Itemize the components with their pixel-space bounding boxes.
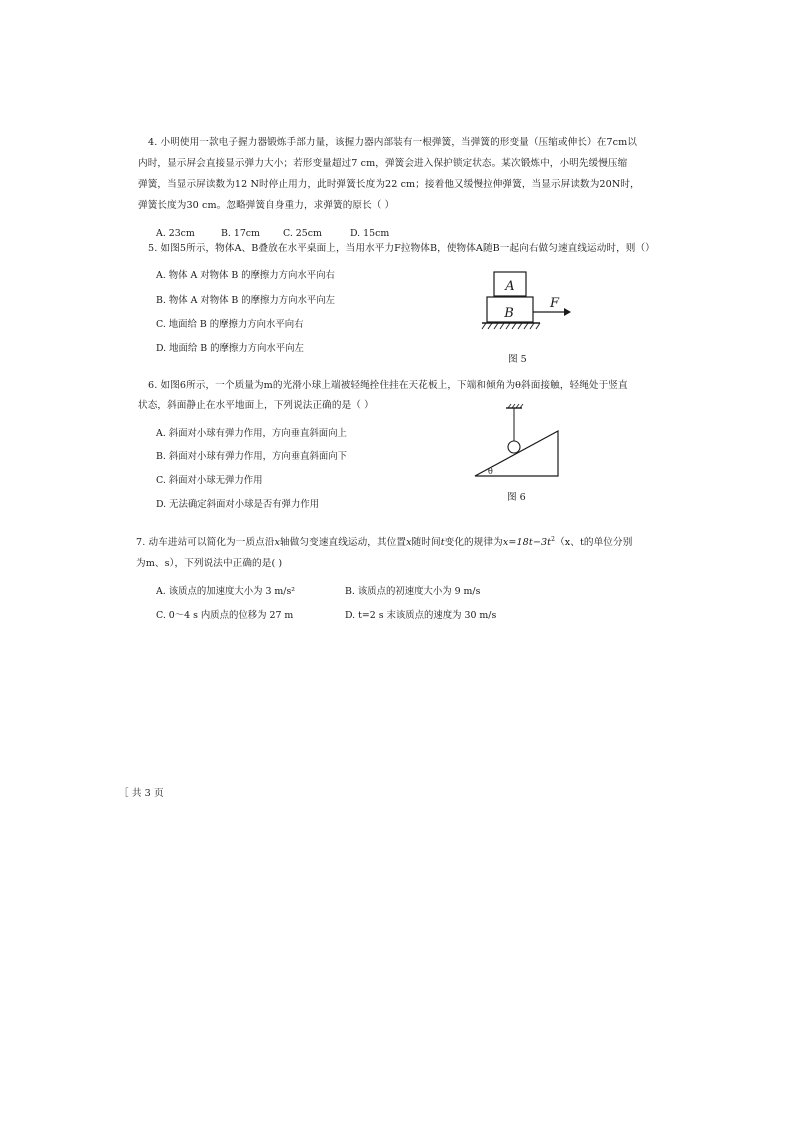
label-a: A — [505, 279, 515, 294]
q4-line-4: 弹簧长度为30 cm。忽略弹簧自身重力，求弹簧的原长（ ） — [138, 200, 395, 211]
q5-option-b: B. 物体 A 对物体 B 的摩擦力方向水平向左 — [156, 295, 336, 306]
q4-line-1: 4. 小明使用一款电子握力器锻炼手部力量，该握力器内部装有一根弹簧，当弹簧的形变量（压缩或伸长）在7cm以 — [148, 137, 637, 148]
figure-5-caption: 图 5 — [508, 354, 527, 365]
q7-option-d: D. t=2 s 末该质点的速度为 30 m/s — [345, 610, 497, 621]
figure-5-diagram — [474, 268, 584, 340]
q7-option-c: C. 0～4 s 内质点的位移为 27 m — [156, 610, 294, 621]
q4-option-d: D. 15cm — [350, 228, 390, 239]
q7-line-2: 为m、s），下列说法中正确的是( ) — [136, 558, 283, 569]
ground-hatching — [482, 323, 540, 329]
q5-stem: 5. 如图5所示，物体A、B叠放在水平桌面上，当用水平力F拉物体B，使物体A随B一起向右做匀速直线运动时，则（） — [148, 243, 655, 254]
q6-line-2: 状态，斜面静止在水平地面上，下列说法正确的是（ ） — [138, 400, 374, 411]
q6-option-a: A. 斜面对小球有弹力作用，方向垂直斜面向上 — [156, 428, 347, 439]
q5-option-a: A. 物体 A 对物体 B 的摩擦力方向水平向右 — [156, 270, 335, 281]
q6-option-b: B. 斜面对小球有弹力作用，方向垂直斜面向下 — [156, 451, 347, 462]
q6-option-d: D. 无法确定斜面对小球是否有弹力作用 — [156, 499, 320, 510]
q4-option-b: B. 17cm — [221, 228, 260, 239]
q7-formula: x=18t−3t — [502, 537, 552, 548]
figure-6-caption: 图 6 — [507, 492, 526, 503]
ball — [508, 441, 520, 453]
q7-line-1: 7. 动车进站可以简化为一质点沿x轴做匀变速直线运动，其位置x随时间t变化的规律为$x=18t-3t^2(x$、t的单位分别 — [136, 535, 633, 548]
q6-option-c: C. 斜面对小球无弹力作用 — [156, 475, 263, 486]
q4-option-a: A. 23cm — [156, 228, 195, 239]
label-f: F — [550, 296, 560, 311]
q4-line-2: 内时，显示屏会直接显示弹力大小；若形变量超过7 cm，弹簧会进入保护锁定状态。某次锻炼中，小明先缓慢压缩 — [138, 158, 628, 169]
q5-option-c: C. 地面给 B 的摩擦力方向水平向右 — [156, 319, 304, 330]
q7-option-a: A. 该质点的加速度大小为 3 m/s² — [156, 586, 296, 597]
q7-option-b: B. 该质点的初速度大小为 9 m/s — [345, 586, 481, 597]
angle-label: θ — [488, 467, 493, 476]
force-arrow-head — [564, 308, 571, 316]
figure-6-diagram — [470, 400, 566, 480]
label-b: B — [504, 306, 514, 321]
q5-option-d: D. 地面给 B 的摩擦力方向水平向左 — [156, 343, 304, 354]
q6-line-1: 6. 如图6所示，一个质量为m的光滑小球上端被轻绳拴住挂在天花板上，下端和倾角为θ斜面接触，轻绳处于竖直 — [148, 380, 628, 391]
q4-line-3: 弹簧，当显示屏读数为12 N时停止用力，此时弹簧长度为22 cm；接着他又缓慢拉伸弹簧，当显示屏读数为20N时， — [138, 179, 640, 190]
q4-option-c: C. 25cm — [283, 228, 322, 239]
page-footer: ［ 共 3 页 — [119, 788, 164, 799]
